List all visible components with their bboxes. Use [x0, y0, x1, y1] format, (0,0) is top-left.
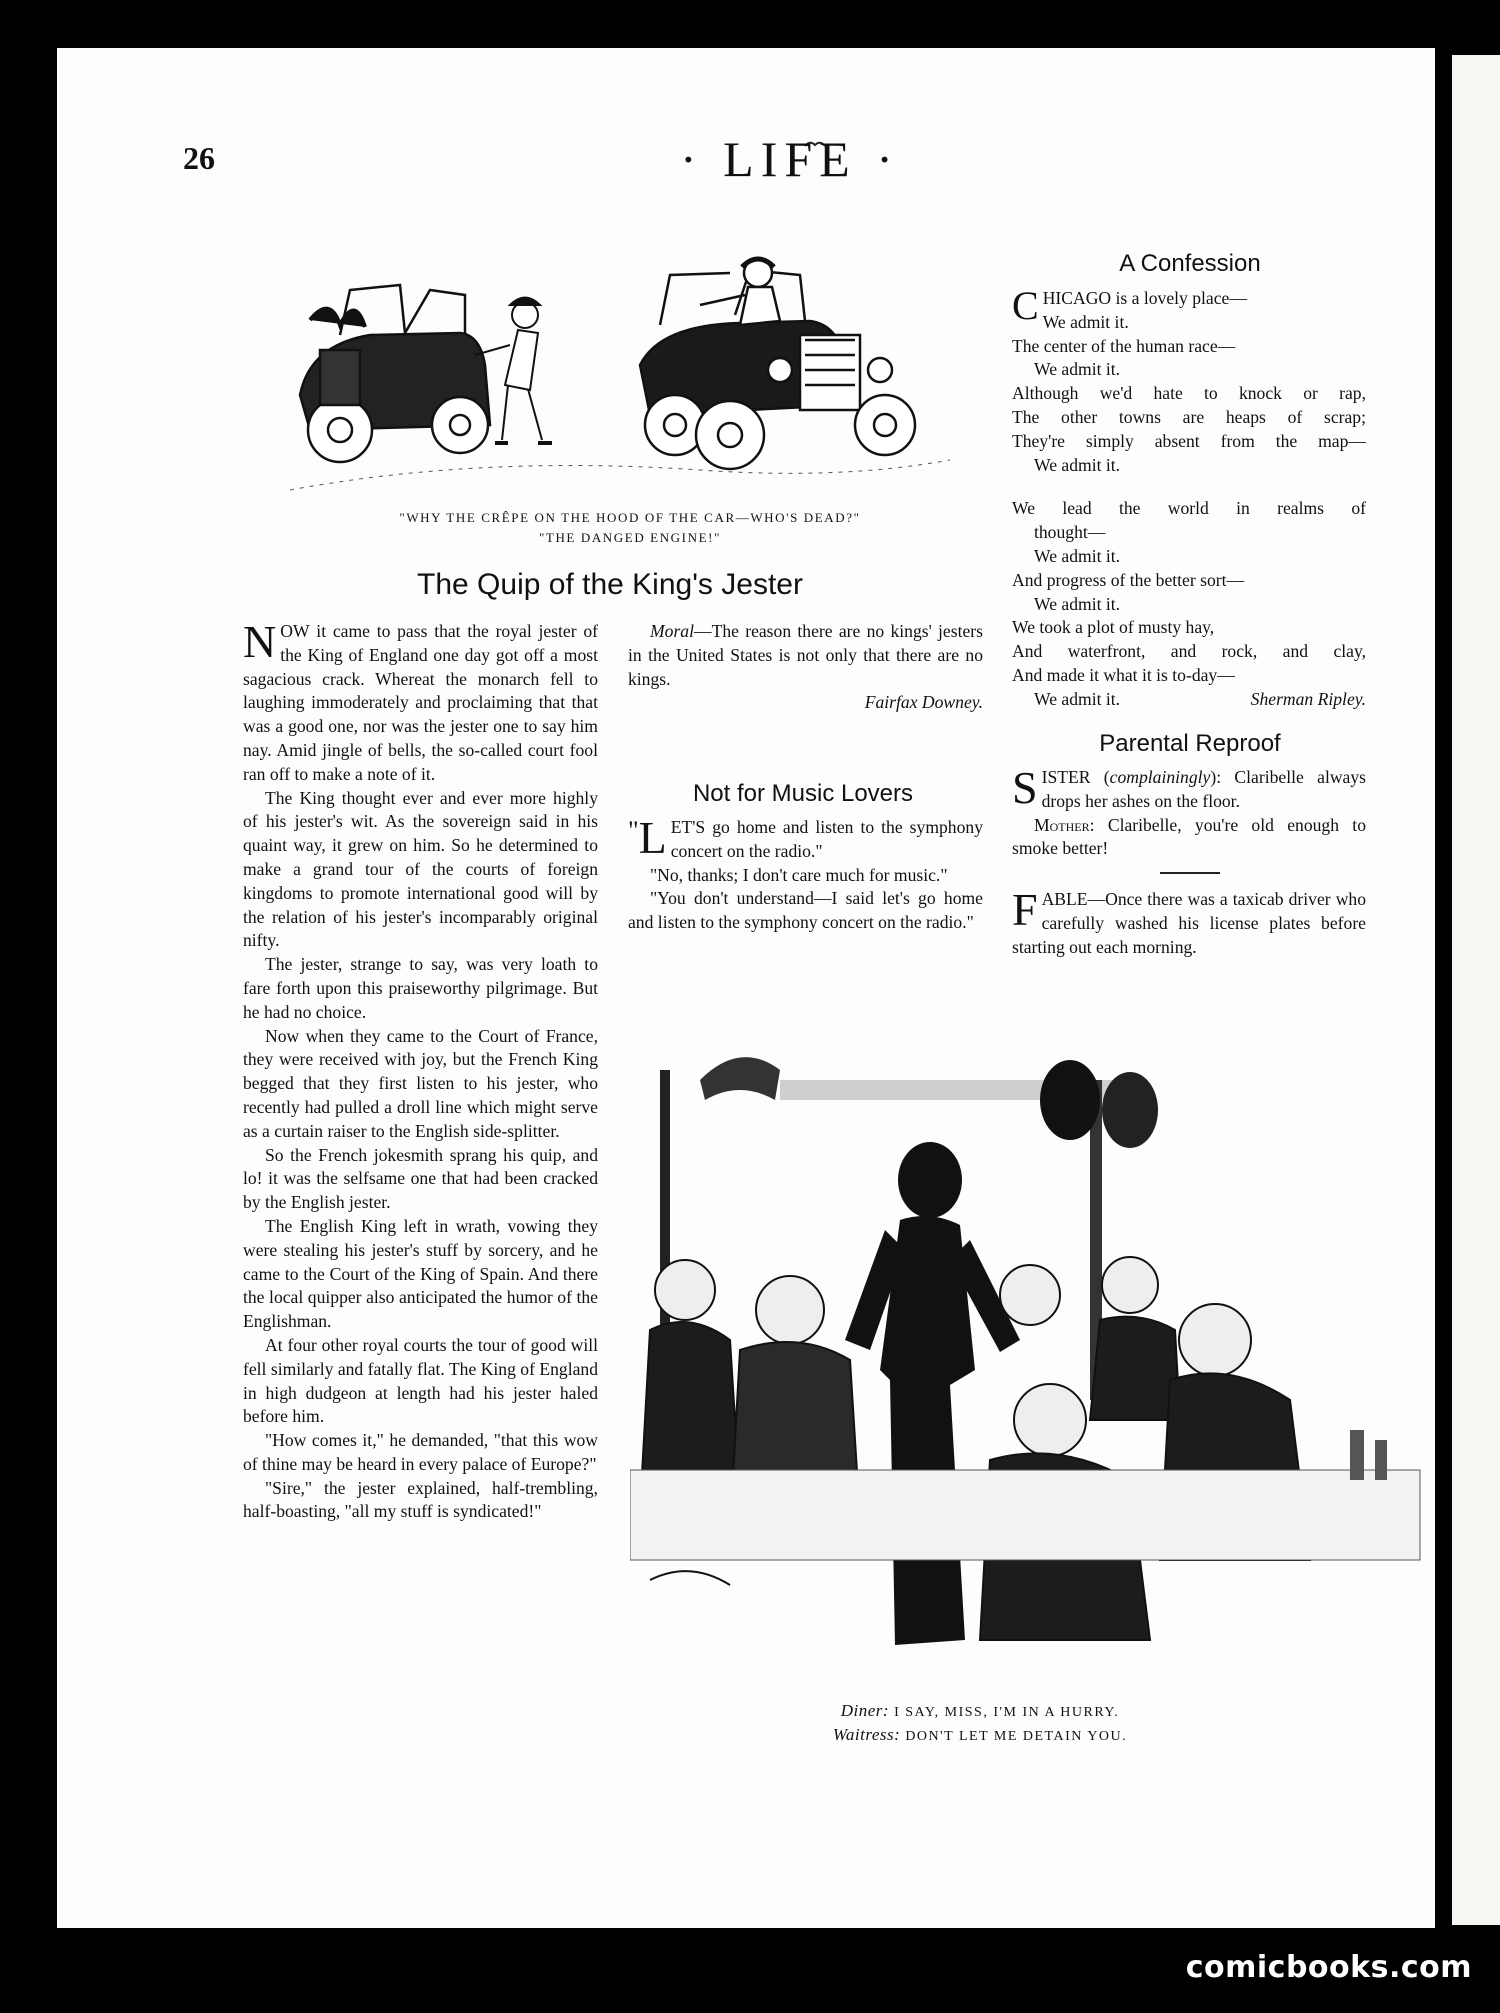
article-paragraph: So the French jokesmith sprang his quip, and lo! it was the selfsame one that had been cracked by the English jester. — [243, 1144, 598, 1213]
dropcap: C — [1012, 283, 1039, 328]
poem-line: We admit it. — [1042, 311, 1129, 332]
poem-line: We admit it. — [1034, 359, 1121, 380]
caption-speaker: Diner: — [840, 1701, 890, 1720]
article-paragraph: "No, thanks; I don't care much for music." — [650, 864, 948, 885]
jester-article-column-1 — [243, 620, 598, 1740]
caption-line — [640, 1724, 1320, 1748]
caption-speaker: Waitress: — [832, 1725, 901, 1744]
article-paragraph: The English King left in wrath, vowing they were stealing his jester's stuff by sorcery, and he came to the Court of the King of Spain. And there the local quipper also anticipated the humor of the Englishman. — [243, 1215, 598, 1332]
reproof-title: Parental Reproof — [1099, 730, 1281, 757]
speaker: Mother — [1034, 814, 1090, 835]
jester-article-author: Fairfax Downey. — [864, 692, 983, 713]
lead-word: OW — [280, 621, 310, 641]
poem-line: The other towns are heaps of scrap; — [1012, 406, 1366, 427]
poem-line: And made it what it is to-day— — [1012, 664, 1235, 685]
poem-line: They're simply absent from the map— — [1012, 430, 1366, 451]
open-quote: " — [628, 816, 639, 845]
moral-label: Moral — [650, 621, 694, 641]
article-paragraph — [628, 812, 983, 864]
article-paragraph: "Sire," the jester explained, half-trembling, half-boasting, "all my stuff is syndicated!" — [243, 1477, 598, 1522]
poem-line: thought— — [1034, 522, 1106, 543]
page-number: 26 — [183, 140, 215, 176]
article-paragraph: The King thought ever and ever more highly of his jester's wit. As the sovereign said in his quaint way, it grew on him. So he determined to make a grand tour of the courts of foreign kingdoms to promote international good will by the relation of his jester's incomparably original nifty. — [243, 787, 598, 951]
top-cartoon-caption — [300, 508, 960, 548]
masthead-title: · LIFE · — [680, 131, 900, 187]
dropcap: S — [1012, 762, 1038, 813]
music-article-title: Not for Music Lovers — [692, 780, 914, 807]
moral-paragraph — [628, 620, 983, 691]
article-paragraph: "How comes it," he demanded, "that this wow of thine may be heard in every palace of Europe?" — [243, 1430, 598, 1474]
reproof-line-1: SISTER (complainingly): Claribelle always drops her ashes on the floor. — [1012, 762, 1366, 813]
poem-line: The center of the human race— — [1012, 335, 1236, 356]
poem-line: And progress of the better sort— — [1012, 569, 1245, 590]
stanza-gap — [1012, 477, 1366, 497]
reproof-body — [1012, 762, 1366, 861]
diner-cartoon-illustration — [630, 1040, 1440, 1690]
paragraph-text: go home and listen to the symphony concert on the radio." — [670, 817, 983, 861]
poem-line: And waterfront, and rock, and clay, — [1012, 641, 1366, 662]
dropcap: N — [243, 620, 277, 667]
lead-word: ISTER — [1041, 767, 1091, 787]
music-article-body — [628, 812, 983, 935]
lead-word: ET'S — [670, 817, 706, 837]
confession-poem — [1012, 283, 1366, 712]
paragraph-text: ABLE—Once there was a taxicab driver who carefully washed his license plates before starting out each morning. — [1012, 889, 1366, 957]
poem-line: We admit it. — [1034, 545, 1121, 566]
paragraph-text: it came to pass that the royal jester of the King of England one day got off a most sagacious crack. Whereat the monarch fell to laughing immoderately and proclaiming that that was a good one, nor was the jester one to say him nay. Amid jingle of bells, the so-called court fool ran off to make a note of it. — [243, 621, 598, 784]
poem-author: Sherman Ripley. — [1250, 688, 1366, 709]
reproof-line-2 — [1012, 814, 1366, 862]
article-paragraph: The jester, strange to say, was very loath to fare forth upon this praiseworthy pilgrimage. But he had no choice. — [243, 954, 598, 1022]
confession-poem-title: A Confession — [1119, 250, 1261, 277]
stage-direction: complainingly — [1109, 767, 1211, 787]
poem-line: We admit it. — [1034, 593, 1121, 614]
watermark: comicbooks.com — [1185, 1950, 1472, 1985]
fable-paragraph — [1012, 884, 1366, 959]
caption-text: I SAY, MISS, I'M IN A HURRY. — [894, 1705, 1120, 1720]
caption-line: "THE DANGED ENGINE!" — [539, 530, 721, 545]
poem-line: We admit it. — [1034, 454, 1121, 475]
caption-text: DON'T LET ME DETAIN YOU. — [905, 1729, 1128, 1744]
jester-article-column-2 — [628, 620, 983, 715]
dropcap: F — [1012, 884, 1038, 935]
section-divider — [1160, 872, 1220, 874]
poem-line-text: We admit it. — [1034, 688, 1121, 709]
paragraph-text: —The reason there are no kings' jesters in the United States is not only that there are no kings. — [628, 621, 983, 689]
article-paragraph — [243, 620, 598, 787]
caption-line: "WHY THE CRÊPE ON THE HOOD OF THE CAR—WHO'S DEAD?" — [399, 510, 861, 525]
article-paragraph: Now when they came to the Court of France, they were received with joy, but the French King begged that they first listen to his jester, who recently had pulled a droll line which might serve as a curtain raiser to the English side-splitter. — [243, 1025, 598, 1141]
diner-cartoon-caption — [640, 1700, 1320, 1748]
poem-last-line — [1012, 688, 1366, 712]
dropcap: L — [638, 812, 667, 863]
jester-article-title: The Quip of the King's Jester — [417, 568, 803, 601]
poem-line: Although we'd hate to knock or rap, — [1012, 383, 1366, 404]
paragraph-text: : Claribelle, you're old enough to smoke better! — [1012, 814, 1366, 859]
adjacent-page-edge — [1452, 55, 1500, 1925]
article-paragraph: "You don't understand—I said let's go home and listen to the symphony concert on the radio." — [628, 888, 983, 933]
top-cartoon-illustration — [280, 255, 960, 505]
paragraph-text: : Claribelle always drops her ashes on the floor. — [1041, 767, 1366, 811]
poem-line: We lead the world in realms of — [1012, 498, 1366, 519]
fable-body — [1012, 884, 1366, 959]
article-paragraph: At four other royal courts the tour of good will fell similarly and fatally flat. The King of England in high dudgeon at length had his jester haled before him. — [243, 1334, 598, 1427]
poem-line: We took a plot of musty hay, — [1012, 617, 1215, 638]
poem-line-text: HICAGO is a lovely place— — [1042, 288, 1247, 308]
caption-line — [640, 1700, 1320, 1724]
